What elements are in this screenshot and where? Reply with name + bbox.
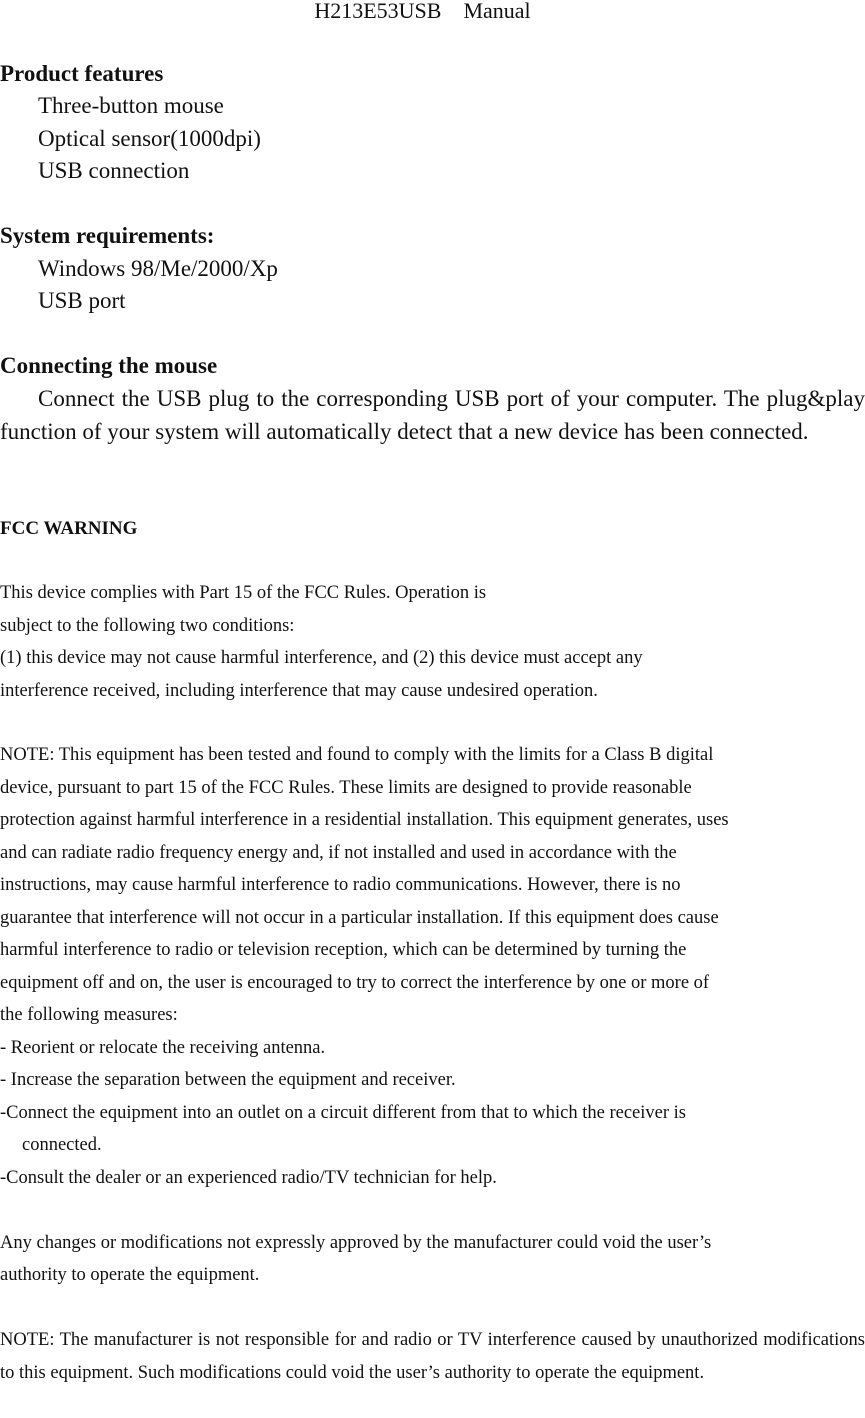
measure-item: -Consult the dealer or an experienced radio/TV technician for help. [0, 1168, 497, 1188]
measure-item: -Connect the equipment into an outlet on a circuit different from that to which the receiver is [0, 1103, 686, 1123]
note-line: NOTE: This equipment has been tested and found to comply with the limits for a Class B digital [0, 745, 714, 765]
document-title: H213E53USB Manual [314, 0, 531, 23]
connecting-heading: Connecting the mouse [0, 353, 218, 378]
compliance-line: interference received, including interference that may cause undesired operation. [0, 681, 598, 701]
feature-item: Optical sensor(1000dpi) [38, 126, 261, 151]
changes-line: authority to operate the equipment. [0, 1265, 260, 1285]
note-line: protection against harmful interference in a residential installation. This equipment generates, uses [0, 810, 729, 830]
measure-item: - Reorient or relocate the receiving antenna. [0, 1038, 326, 1058]
note-line: instructions, may cause harmful interference to radio communications. However, there is no [0, 875, 681, 895]
note-line: the following measures: [0, 1005, 178, 1025]
note-line: and can radiate radio frequency energy and, if not installed and used in accordance with the [0, 843, 677, 863]
compliance-line: subject to the following two conditions: [0, 616, 295, 636]
measure-item-continuation: connected. [22, 1135, 102, 1155]
connecting-paragraph: Connect the USB plug to the corresponding USB port of your computer. The plug&play function of your system will automatically detect that a new device has been connected. [0, 386, 865, 444]
compliance-line: (1) this device may not cause harmful interference, and (2) this device must accept any [0, 648, 643, 668]
feature-item: USB connection [38, 158, 190, 183]
note-line: guarantee that interference will not occur in a particular installation. If this equipment does cause [0, 908, 719, 928]
system-requirements-heading: System requirements: [0, 223, 215, 248]
note-line: equipment off and on, the user is encouraged to try to correct the interference by one or more of [0, 973, 710, 993]
compliance-line: This device complies with Part 15 of the FCC Rules. Operation is [0, 583, 487, 603]
feature-item: Three-button mouse [38, 93, 224, 118]
measure-item: - Increase the separation between the equipment and receiver. [0, 1070, 456, 1090]
fcc-warning-heading: FCC WARNING [0, 518, 138, 539]
requirement-item: Windows 98/Me/2000/Xp [38, 256, 278, 281]
note-line: device, pursuant to part 15 of the FCC Rules. These limits are designed to provide reasonable [0, 778, 692, 798]
final-note-paragraph: NOTE: The manufacturer is not responsible for and radio or TV interference caused by unauthorized modifications to this equipment. Such modifications could void the user’s authority to operate the equipment. [0, 1330, 865, 1383]
requirement-item: USB port [38, 288, 126, 313]
changes-line: Any changes or modifications not expressly approved by the manufacturer could void the user’s [0, 1233, 712, 1253]
note-line: harmful interference to radio or television reception, which can be determined by turning the [0, 940, 687, 960]
product-features-heading: Product features [0, 61, 164, 86]
